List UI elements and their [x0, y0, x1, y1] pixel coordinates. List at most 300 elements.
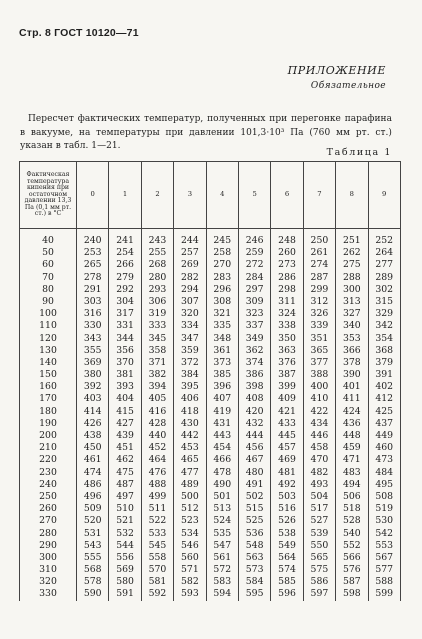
table-cell: 414: [77, 406, 109, 418]
row-temperature: 300: [20, 552, 77, 564]
table-cell: 458: [303, 442, 335, 454]
table-cell: 597: [303, 588, 335, 600]
table-cell: 304: [109, 296, 141, 308]
row-temperature: 150: [20, 369, 77, 381]
table-cell: 467: [238, 454, 270, 466]
appendix-title: ПРИЛОЖЕНИЕ: [287, 64, 386, 77]
table-cell: 585: [271, 576, 303, 588]
table-cell: 323: [238, 308, 270, 320]
table-cell: 345: [141, 333, 173, 345]
row-temperature: 60: [20, 259, 77, 271]
table-cell: 425: [368, 406, 400, 418]
table-cell: 342: [368, 320, 400, 332]
table-row: [20, 564, 401, 576]
table-cell: 392: [77, 381, 109, 393]
table-cell: 416: [141, 406, 173, 418]
table-row: [20, 418, 401, 430]
table-cell: 427: [109, 418, 141, 430]
table-cell: 518: [336, 503, 368, 515]
table-cell: 496: [77, 491, 109, 503]
table-cell: 257: [174, 247, 206, 259]
table-cell: 312: [303, 296, 335, 308]
table-cell: 574: [271, 564, 303, 576]
table-cell: 439: [109, 430, 141, 442]
row-temperature: 160: [20, 381, 77, 393]
table-cell: 300: [336, 284, 368, 296]
table-row: [20, 406, 401, 418]
table-cell: 317: [109, 308, 141, 320]
table-cell: 329: [368, 308, 400, 320]
row-temperature: 270: [20, 515, 77, 527]
table-cell: 371: [141, 357, 173, 369]
table-cell: 517: [303, 503, 335, 515]
row-temperature: 200: [20, 430, 77, 442]
table-cell: 344: [109, 333, 141, 345]
table-cell: 437: [368, 418, 400, 430]
table-cell: 446: [303, 430, 335, 442]
table-cell: 355: [77, 345, 109, 357]
header-temperature: Фактическая температура кипения при остаточном давлении 13,3 Па (0,1 мм рт. ст.) в °С: [20, 162, 77, 229]
table-row: [20, 467, 401, 479]
table-cell: 277: [368, 259, 400, 271]
row-temperature: 130: [20, 345, 77, 357]
row-temperature: 50: [20, 247, 77, 259]
table-cell: 578: [77, 576, 109, 588]
table-cell: 331: [109, 320, 141, 332]
header-col-0: 0: [77, 162, 109, 229]
table-cell: 245: [206, 229, 238, 248]
table-cell: 565: [303, 552, 335, 564]
table-cell: 248: [271, 229, 303, 248]
table-cell: 315: [368, 296, 400, 308]
table-row: [20, 369, 401, 381]
table-cell: 560: [174, 552, 206, 564]
table-cell: 549: [271, 540, 303, 552]
table-cell: 443: [206, 430, 238, 442]
table-row: [20, 296, 401, 308]
table-cell: 240: [77, 229, 109, 248]
conversion-table: [19, 161, 401, 601]
table-cell: 500: [174, 491, 206, 503]
table-cell: 339: [303, 320, 335, 332]
table-cell: 324: [271, 308, 303, 320]
table-cell: 258: [206, 247, 238, 259]
table-cell: 243: [141, 229, 173, 248]
table-cell: 499: [141, 491, 173, 503]
row-temperature: 140: [20, 357, 77, 369]
row-temperature: 170: [20, 393, 77, 405]
table-cell: 368: [368, 345, 400, 357]
table-row: [20, 479, 401, 491]
table-cell: 502: [238, 491, 270, 503]
row-temperature: 290: [20, 540, 77, 552]
table-cell: 330: [77, 320, 109, 332]
table-row: [20, 528, 401, 540]
table-cell: 396: [206, 381, 238, 393]
table-cell: 582: [174, 576, 206, 588]
table-cell: 594: [206, 588, 238, 600]
table-cell: 572: [206, 564, 238, 576]
table-cell: 568: [77, 564, 109, 576]
table-cell: 298: [271, 284, 303, 296]
table-cell: 571: [174, 564, 206, 576]
table-row: [20, 491, 401, 503]
table-cell: 523: [174, 515, 206, 527]
table-cell: 400: [303, 381, 335, 393]
table-cell: 524: [206, 515, 238, 527]
table-cell: 294: [174, 284, 206, 296]
row-temperature: 260: [20, 503, 77, 515]
table-cell: 326: [303, 308, 335, 320]
table-cell: 422: [303, 406, 335, 418]
table-cell: 384: [174, 369, 206, 381]
table-cell: 254: [109, 247, 141, 259]
row-temperature: 310: [20, 564, 77, 576]
table-cell: 577: [368, 564, 400, 576]
table-cell: 373: [206, 357, 238, 369]
table-cell: 442: [174, 430, 206, 442]
table-cell: 365: [303, 345, 335, 357]
table-cell: 408: [238, 393, 270, 405]
header-col-3: 3: [174, 162, 206, 229]
table-cell: 398: [238, 381, 270, 393]
table-cell: 506: [336, 491, 368, 503]
header-col-1: 1: [109, 162, 141, 229]
table-row: [20, 229, 401, 248]
table-cell: 511: [141, 503, 173, 515]
table-cell: 419: [206, 406, 238, 418]
table-cell: 444: [238, 430, 270, 442]
table-cell: 553: [368, 540, 400, 552]
table-cell: 454: [206, 442, 238, 454]
table-cell: 265: [77, 259, 109, 271]
table-cell: 588: [368, 576, 400, 588]
table-cell: 309: [238, 296, 270, 308]
table-cell: 434: [303, 418, 335, 430]
table-cell: 335: [206, 320, 238, 332]
table-cell: 483: [336, 467, 368, 479]
table-cell: 459: [336, 442, 368, 454]
table-cell: 451: [109, 442, 141, 454]
table-row: [20, 515, 401, 527]
table-cell: 530: [368, 515, 400, 527]
table-cell: 440: [141, 430, 173, 442]
table-cell: 316: [77, 308, 109, 320]
table-cell: 488: [141, 479, 173, 491]
table-cell: 558: [141, 552, 173, 564]
table-cell: 555: [77, 552, 109, 564]
table-cell: 311: [271, 296, 303, 308]
table-row: [20, 540, 401, 552]
header-col-8: 8: [336, 162, 368, 229]
table-cell: 542: [368, 528, 400, 540]
table-cell: 436: [336, 418, 368, 430]
table-cell: 481: [271, 467, 303, 479]
table-cell: 473: [368, 454, 400, 466]
table-row: [20, 259, 401, 271]
table-cell: 464: [141, 454, 173, 466]
appendix-subtitle: Обязательное: [310, 81, 386, 91]
table-cell: 532: [109, 528, 141, 540]
table-cell: 489: [174, 479, 206, 491]
header-col-6: 6: [271, 162, 303, 229]
table-cell: 250: [303, 229, 335, 248]
table-cell: 564: [271, 552, 303, 564]
table-cell: 509: [77, 503, 109, 515]
row-temperature: 280: [20, 528, 77, 540]
table-cell: 480: [238, 467, 270, 479]
row-temperature: 80: [20, 284, 77, 296]
table-cell: 491: [238, 479, 270, 491]
header-col-2: 2: [141, 162, 173, 229]
table-cell: 418: [174, 406, 206, 418]
table-cell: 550: [303, 540, 335, 552]
table-cell: 252: [368, 229, 400, 248]
row-temperature: 320: [20, 576, 77, 588]
table-cell: 539: [303, 528, 335, 540]
table-cell: 438: [77, 430, 109, 442]
table-cell: 587: [336, 576, 368, 588]
table-row: [20, 272, 401, 284]
table-cell: 596: [271, 588, 303, 600]
table-cell: 504: [303, 491, 335, 503]
table-cell: 350: [271, 333, 303, 345]
table-cell: 369: [77, 357, 109, 369]
table-cell: 270: [206, 259, 238, 271]
table-cell: 308: [206, 296, 238, 308]
table-header-row: [20, 162, 401, 229]
table-cell: 510: [109, 503, 141, 515]
table-cell: 320: [174, 308, 206, 320]
table-cell: 379: [368, 357, 400, 369]
table-cell: 273: [271, 259, 303, 271]
table-cell: 391: [368, 369, 400, 381]
table-cell: 302: [368, 284, 400, 296]
table-row: [20, 357, 401, 369]
table-cell: 378: [336, 357, 368, 369]
table-cell: 598: [336, 588, 368, 600]
header-col-5: 5: [238, 162, 270, 229]
row-temperature: 240: [20, 479, 77, 491]
table-cell: 452: [141, 442, 173, 454]
table-row: [20, 320, 401, 332]
table-cell: 376: [271, 357, 303, 369]
table-cell: 492: [271, 479, 303, 491]
table-cell: 424: [336, 406, 368, 418]
table-cell: 570: [141, 564, 173, 576]
table-cell: 490: [206, 479, 238, 491]
table-cell: 351: [303, 333, 335, 345]
table-cell: 586: [303, 576, 335, 588]
table-cell: 390: [336, 369, 368, 381]
table-cell: 319: [141, 308, 173, 320]
table-cell: 546: [174, 540, 206, 552]
table-cell: 556: [109, 552, 141, 564]
row-temperature: 330: [20, 588, 77, 600]
table-cell: 534: [174, 528, 206, 540]
table-cell: 477: [174, 467, 206, 479]
table-cell: 381: [109, 369, 141, 381]
table-cell: 501: [206, 491, 238, 503]
table-cell: 374: [238, 357, 270, 369]
table-cell: 583: [206, 576, 238, 588]
table-cell: 292: [109, 284, 141, 296]
table-cell: 536: [238, 528, 270, 540]
table-cell: 544: [109, 540, 141, 552]
table-cell: 495: [368, 479, 400, 491]
table-cell: 348: [206, 333, 238, 345]
table-cell: 428: [141, 418, 173, 430]
table-cell: 531: [77, 528, 109, 540]
table-cell: 591: [109, 588, 141, 600]
table-cell: 394: [141, 381, 173, 393]
table-cell: 286: [271, 272, 303, 284]
table-cell: 353: [336, 333, 368, 345]
table-cell: 340: [336, 320, 368, 332]
table-cell: 278: [77, 272, 109, 284]
table-cell: 405: [141, 393, 173, 405]
row-temperature: 210: [20, 442, 77, 454]
table-cell: 566: [336, 552, 368, 564]
table-cell: 380: [77, 369, 109, 381]
table-cell: 584: [238, 576, 270, 588]
row-temperature: 250: [20, 491, 77, 503]
table-cell: 296: [206, 284, 238, 296]
table-cell: 482: [303, 467, 335, 479]
table-cell: 370: [109, 357, 141, 369]
table-cell: 493: [303, 479, 335, 491]
table-cell: 538: [271, 528, 303, 540]
table-cell: 516: [271, 503, 303, 515]
table-cell: 293: [141, 284, 173, 296]
row-temperature: 100: [20, 308, 77, 320]
table-cell: 411: [336, 393, 368, 405]
row-temperature: 90: [20, 296, 77, 308]
table-cell: 282: [174, 272, 206, 284]
table-cell: 280: [141, 272, 173, 284]
table-cell: 259: [238, 247, 270, 259]
table-cell: 486: [77, 479, 109, 491]
table-row: [20, 442, 401, 454]
table-cell: 503: [271, 491, 303, 503]
table-cell: 412: [368, 393, 400, 405]
table-cell: 260: [271, 247, 303, 259]
table-cell: 385: [206, 369, 238, 381]
table-cell: 327: [336, 308, 368, 320]
table-cell: 563: [238, 552, 270, 564]
table-row: [20, 308, 401, 320]
table-row: [20, 576, 401, 588]
table-cell: 347: [174, 333, 206, 345]
table-cell: 450: [77, 442, 109, 454]
table-cell: 279: [109, 272, 141, 284]
table-row: [20, 247, 401, 259]
table-cell: 448: [336, 430, 368, 442]
table-cell: 283: [206, 272, 238, 284]
table-cell: 244: [174, 229, 206, 248]
table-cell: 337: [238, 320, 270, 332]
table-cell: 471: [336, 454, 368, 466]
table-cell: 343: [77, 333, 109, 345]
table-row: [20, 588, 401, 600]
table-cell: 261: [303, 247, 335, 259]
table-cell: 313: [336, 296, 368, 308]
table-cell: 361: [206, 345, 238, 357]
table-cell: 266: [109, 259, 141, 271]
table-cell: 269: [174, 259, 206, 271]
table-row: [20, 552, 401, 564]
table-cell: 521: [109, 515, 141, 527]
table-cell: 253: [77, 247, 109, 259]
table-cell: 334: [174, 320, 206, 332]
table-cell: 528: [336, 515, 368, 527]
table-cell: 567: [368, 552, 400, 564]
table-cell: 362: [238, 345, 270, 357]
table-cell: 462: [109, 454, 141, 466]
table-cell: 382: [141, 369, 173, 381]
table-cell: 513: [206, 503, 238, 515]
table-cell: 372: [174, 357, 206, 369]
table-cell: 284: [238, 272, 270, 284]
table-cell: 421: [271, 406, 303, 418]
table-cell: 552: [336, 540, 368, 552]
table-cell: 445: [271, 430, 303, 442]
table-row: [20, 284, 401, 296]
table-cell: 431: [206, 418, 238, 430]
table-body: [20, 229, 401, 601]
table-cell: 306: [141, 296, 173, 308]
table-cell: 289: [368, 272, 400, 284]
table-cell: 366: [336, 345, 368, 357]
table-cell: 456: [238, 442, 270, 454]
table-cell: 548: [238, 540, 270, 552]
table-cell: 535: [206, 528, 238, 540]
header-col-4: 4: [206, 162, 238, 229]
table-cell: 453: [174, 442, 206, 454]
table-row: [20, 454, 401, 466]
table-cell: 393: [109, 381, 141, 393]
table-cell: 527: [303, 515, 335, 527]
table-cell: 404: [109, 393, 141, 405]
table-cell: 401: [336, 381, 368, 393]
table-cell: 354: [368, 333, 400, 345]
table-cell: 321: [206, 308, 238, 320]
table-cell: 520: [77, 515, 109, 527]
table-cell: 580: [109, 576, 141, 588]
table-cell: 359: [174, 345, 206, 357]
table-cell: 395: [174, 381, 206, 393]
table-cell: 264: [368, 247, 400, 259]
table-cell: 297: [238, 284, 270, 296]
table-cell: 349: [238, 333, 270, 345]
table-cell: 569: [109, 564, 141, 576]
header-col-7: 7: [303, 162, 335, 229]
page-header: Стр. 8 ГОСТ 10120—71: [19, 27, 139, 39]
table-cell: 251: [336, 229, 368, 248]
table-cell: 386: [238, 369, 270, 381]
table-row: [20, 430, 401, 442]
table-cell: 512: [174, 503, 206, 515]
table-cell: 430: [174, 418, 206, 430]
row-temperature: 220: [20, 454, 77, 466]
table-cell: 287: [303, 272, 335, 284]
table-row: [20, 345, 401, 357]
table-cell: 409: [271, 393, 303, 405]
table-cell: 545: [141, 540, 173, 552]
table-row: [20, 393, 401, 405]
table-cell: 478: [206, 467, 238, 479]
table-cell: 415: [109, 406, 141, 418]
